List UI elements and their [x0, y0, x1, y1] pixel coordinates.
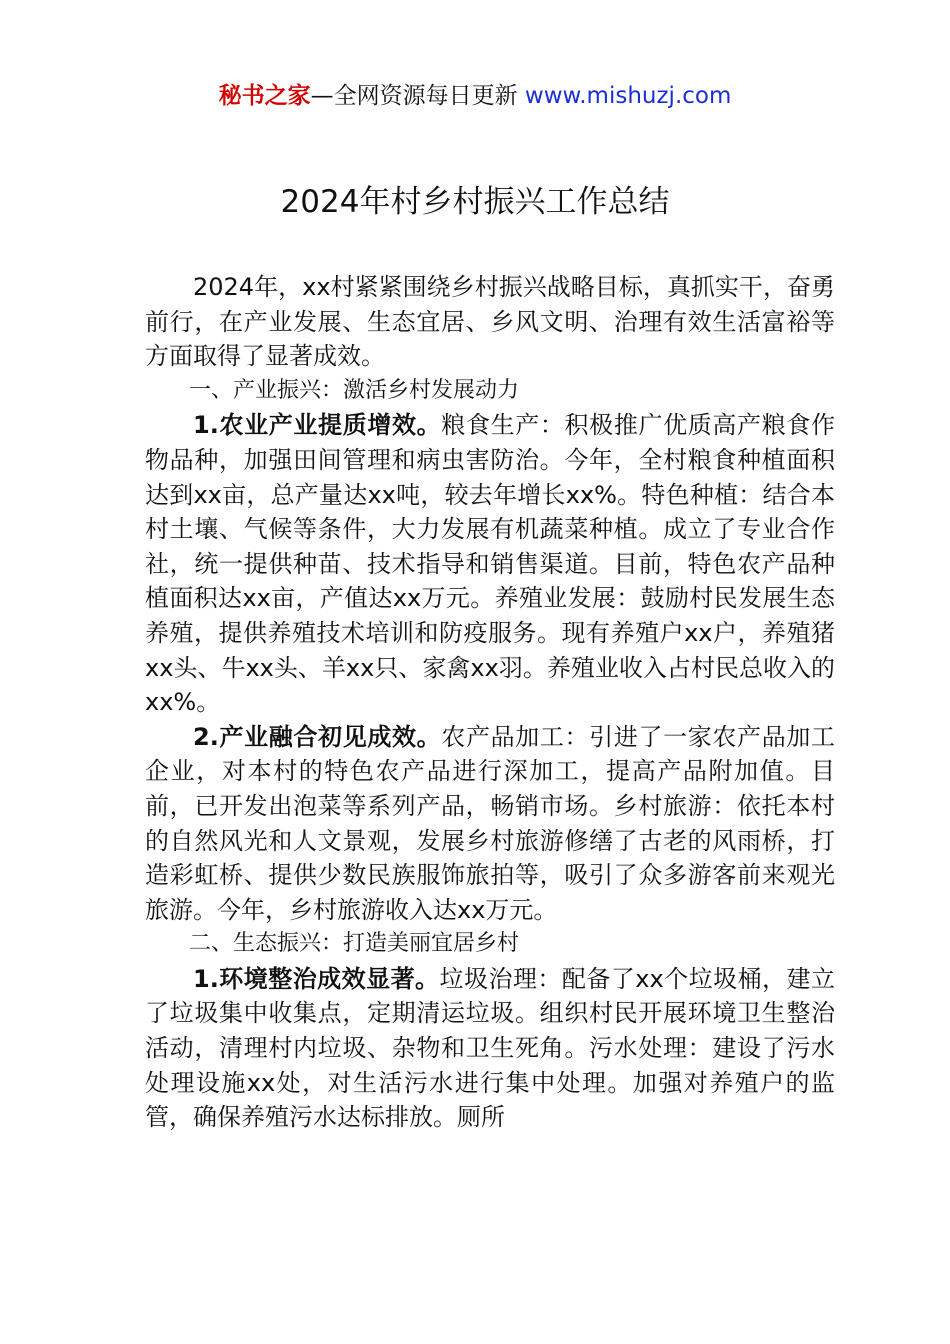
document-body: [145, 270, 835, 1135]
brand-name: 秘书之家: [218, 83, 311, 109]
intro-paragraph: 2024年，xx村紧紧围绕乡村振兴战略目标，真抓实干，奋勇前行，在产业发展、生态宜居、乡风文明、治理有效生活富裕等方面取得了显著成效。: [145, 273, 835, 371]
paragraph-text: 农产品加工：引进了一家农产品加工企业，对本村的特色农产品进行深加工，提高产品附加值。目前，已开发出泡菜等系列产品，畅销市场。乡村旅游：依托本村的自然风光和人文景观，发展乡村旅游修缮了古老的风雨桥，打造彩虹桥、提供少数民族服饰旅拍等，吸引了众多游客前来观光旅游。今年，乡村旅游收入达xx万元。: [145, 722, 835, 924]
paragraph-text: 粮食生产：积极推广优质高产粮食作物品种，加强田间管理和病虫害防治。今年，全村粮食种植面积达到xx亩，总产量达xx吨，较去年增长xx%。特色种植：结合本村土壤、气候等条件，大力发展有机蔬菜种植。成立了专业合作社，统一提供种苗、技术指导和销售渠道。目前，特色农产品种植面积达xx亩，产值达xx万元。养殖业发展：鼓励村民发展生态养殖，提供养殖技术培训和防疫服务。现有养殖户xx户，养殖猪xx头、牛xx头、羊xx只、家禽xx羽。养殖业收入占村民总收入的xx%。: [145, 411, 835, 717]
paragraph-lead: 1.农业产业提质增效。: [193, 411, 442, 440]
paragraph-text: 垃圾治理：配备了xx个垃圾桶，建立了垃圾集中收集点，定期清运垃圾。组织村民开展环境卫生整治活动，清理村内垃圾、杂物和卫生死角。污水处理：建设了污水处理设施xx处，对生活污水进行集中处理。加强对养殖户的监管，确保养殖污水达标排放。厕所: [145, 964, 835, 1132]
site-header: [0, 80, 950, 112]
site-url-link[interactable]: www.mishuzj.com: [524, 83, 732, 109]
paragraph-lead: 2.产业融合初见成效。: [193, 722, 442, 751]
paragraph-agriculture: [145, 408, 835, 719]
paragraph-integration: [145, 720, 835, 928]
section-heading-ecology: 二、生态振兴：打造美丽宜居乡村: [189, 931, 520, 957]
paragraph-environment: [145, 962, 835, 1135]
header-tagline: —全网资源每日更新: [310, 83, 525, 109]
section-heading-industry: 一、产业振兴：激活乡村发展动力: [189, 377, 520, 403]
document-title: 2024年村乡村振兴工作总结: [280, 184, 670, 220]
paragraph-lead: 1.环境整治成效显著。: [193, 964, 440, 993]
